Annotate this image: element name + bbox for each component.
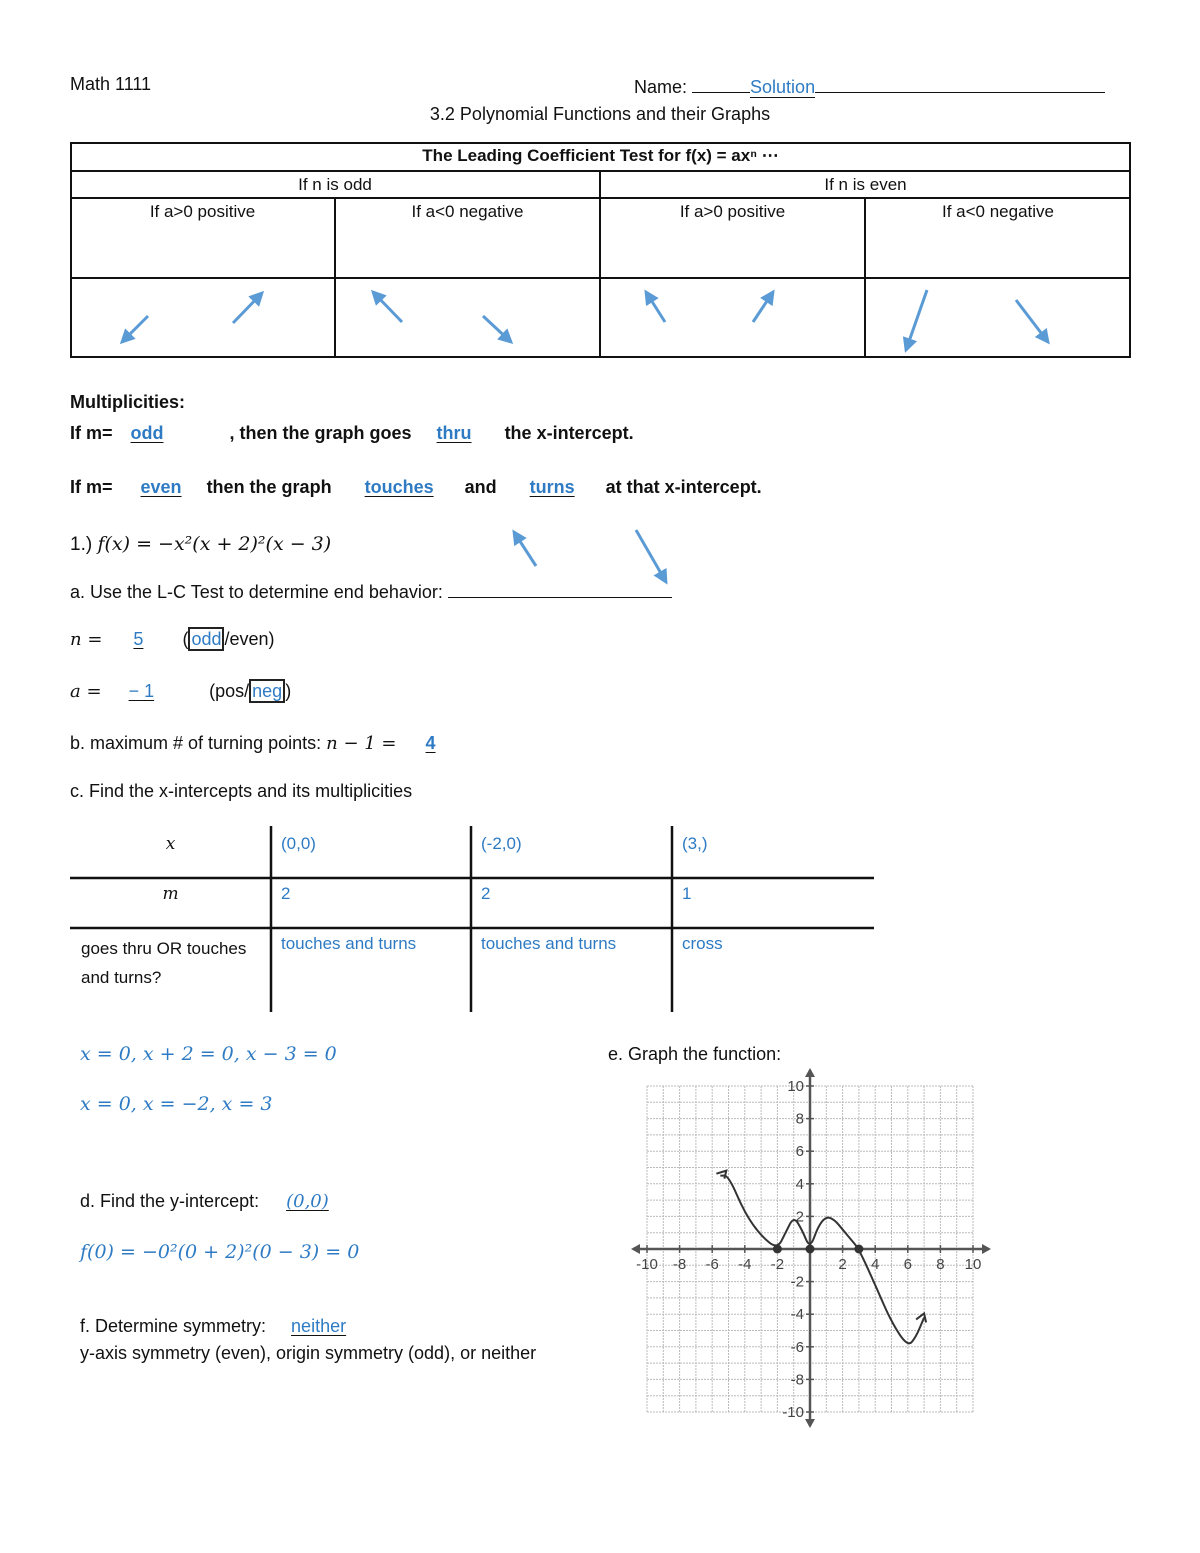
y-axis-arrow-up: [805, 1068, 815, 1077]
arrow-even-neg-right: [1016, 300, 1048, 342]
turning-points-prompt: b. maximum # of turning points:: [70, 733, 322, 753]
function-expression: f(x) = −x²(x + 2)²(x − 3): [97, 533, 332, 555]
multiplicity-odd-line: [70, 421, 634, 444]
even-header: If n is even: [824, 175, 907, 194]
y-axis-arrow-down: [805, 1419, 815, 1428]
even-line-answer2: turns: [529, 477, 575, 497]
name-value: Solution: [750, 77, 816, 97]
a-line: a = − 1 (pos/ neg ): [70, 681, 292, 702]
y-tick-label: 2: [795, 1208, 804, 1226]
lc-table-title: The Leading Coefficient Test for f(x) = axⁿ ⋯: [422, 146, 779, 165]
y-intercept-line: [80, 1191, 449, 1212]
y-tick-label: -10: [782, 1404, 804, 1421]
x-tick-label: -6: [705, 1256, 719, 1273]
intercept-1-x: (0,0): [281, 834, 316, 853]
y-tick-label: -2: [790, 1273, 804, 1291]
y-tick-label: 8: [795, 1110, 804, 1128]
intercept-2-x: (-2,0): [481, 834, 522, 853]
n-value: 5: [133, 629, 144, 649]
x-tick-label: 2: [838, 1256, 847, 1273]
x-tick-label: -4: [738, 1256, 752, 1273]
x-intercept-point: [773, 1245, 782, 1254]
zero-solutions: x = 0, x = −2, x = 3: [80, 1093, 273, 1115]
arrow-even-neg-left: [906, 290, 927, 350]
odd-line-suffix: the x-intercept.: [504, 423, 634, 443]
end-behavior-prompt-text: a. Use the L-C Test to determine end behavior:: [70, 582, 443, 602]
problem-function: [70, 533, 331, 556]
x-intercept-point: [806, 1245, 815, 1254]
symmetry-note: y-axis symmetry (even), origin symmetry (odd), or neither: [80, 1343, 537, 1363]
arrow-odd-pos-right: [233, 293, 262, 323]
even-line-answer1: touches: [364, 477, 434, 497]
leading-coefficient-table: [70, 142, 1131, 358]
y-intercept-prompt: d. Find the y-intercept:: [80, 1191, 260, 1211]
multiplicity-even-line: [70, 477, 762, 498]
intercept-2-m: 2: [481, 884, 491, 903]
intercepts-table: [70, 826, 874, 1012]
odd-line-prefix: If m=: [70, 423, 113, 443]
odd-positive-cell: If a>0 positive: [149, 202, 256, 221]
a-option-pos: (pos/: [209, 681, 250, 701]
symmetry-line: [80, 1316, 506, 1337]
even-line-mid: then the graph: [206, 477, 332, 497]
even-line-and: and: [464, 477, 497, 497]
n-label: n =: [70, 629, 103, 650]
page-title: 3.2 Polynomial Functions and their Graphs: [429, 104, 771, 124]
turning-points-line: [70, 733, 488, 754]
turning-points-value: 4: [425, 733, 436, 753]
x-tick-label: 8: [936, 1256, 945, 1273]
odd-line-mid: , then the graph goes: [229, 423, 412, 443]
arrow-odd-pos-left: [122, 316, 148, 342]
intercept-3-behavior: cross: [682, 934, 723, 953]
x-axis-arrow-left: [631, 1244, 640, 1254]
a-value: − 1: [128, 681, 155, 701]
y-intercept-value: (0,0): [286, 1191, 329, 1212]
odd-line-answer: thru: [436, 423, 472, 443]
row-label-m: m: [162, 884, 179, 904]
intercept-3-x: (3,): [682, 834, 708, 853]
x-tick-label: -10: [636, 1256, 658, 1273]
multiplicities-heading: Multiplicities:: [70, 392, 186, 412]
even-line-prefix: If m=: [70, 477, 113, 497]
symmetry-prompt: f. Determine symmetry:: [80, 1316, 267, 1336]
answer-arrow-left: [514, 532, 536, 566]
intercepts-prompt: c. Find the x-intercepts and its multiplicities: [70, 781, 413, 801]
function-graph: [620, 1066, 1000, 1436]
row-label-x: x: [165, 834, 176, 854]
course-label: Math 1111: [70, 74, 152, 94]
end-behavior-prompt: [70, 579, 672, 603]
y-tick-label: -6: [790, 1338, 804, 1356]
intercept-1-m: 2: [281, 884, 291, 903]
x-tick-label: 4: [871, 1256, 880, 1273]
name-line: [634, 74, 1105, 98]
arrow-odd-neg-right: [483, 316, 511, 342]
arrow-odd-neg-left: [373, 292, 402, 322]
y-tick-label: -8: [790, 1371, 804, 1389]
n-option-odd-selected: odd: [188, 627, 224, 651]
end-behavior-blank: [448, 579, 672, 598]
x-tick-label: 6: [903, 1256, 912, 1273]
a-label: a =: [70, 681, 102, 702]
y-intercept-work: f(0) = −0²(0 + 2)²(0 − 3) = 0: [80, 1241, 360, 1263]
zero-equations: x = 0, x + 2 = 0, x − 3 = 0: [80, 1043, 337, 1065]
x-axis-arrow-right: [982, 1244, 991, 1254]
a-option-neg-selected: neg: [249, 679, 285, 703]
even-line-suffix: at that x-intercept.: [605, 477, 762, 497]
x-tick-label: -2: [770, 1256, 785, 1273]
intercept-3-m: 1: [682, 884, 692, 903]
problem-number: 1.): [70, 534, 93, 555]
answer-arrow-right: [636, 530, 666, 582]
n-line: n = 5 ( odd /even): [70, 629, 275, 650]
n-option-even: /even): [224, 629, 275, 649]
even-negative-cell: If a<0 negative: [941, 202, 1054, 221]
x-tick-label: 10: [964, 1256, 982, 1273]
turning-points-formula: n − 1 =: [326, 733, 397, 754]
end-behavior-arrows: [70, 278, 1131, 358]
y-tick-label: 4: [795, 1175, 804, 1193]
odd-header: If n is odd: [298, 175, 372, 194]
even-line-m: even: [140, 477, 182, 497]
arrow-even-pos-left: [646, 292, 665, 322]
arrow-even-pos-right: [753, 292, 773, 322]
intercept-1-behavior: touches and turns: [281, 934, 417, 953]
symmetry-value: neither: [291, 1316, 347, 1336]
even-positive-cell: If a>0 positive: [679, 202, 786, 221]
intercept-2-behavior: touches and turns: [481, 934, 617, 953]
x-intercept-point: [854, 1245, 863, 1254]
y-tick-label: -4: [790, 1306, 804, 1324]
odd-line-m: odd: [130, 423, 164, 443]
x-tick-label: -8: [672, 1256, 687, 1273]
odd-negative-cell: If a<0 negative: [411, 202, 524, 221]
name-label: Name:: [634, 77, 688, 97]
row-label-behavior: goes thru OR touches and turns?: [81, 939, 247, 987]
graph-prompt: e. Graph the function:: [608, 1044, 782, 1064]
y-tick-label: 10: [787, 1078, 804, 1095]
y-tick-label: 6: [795, 1143, 804, 1161]
